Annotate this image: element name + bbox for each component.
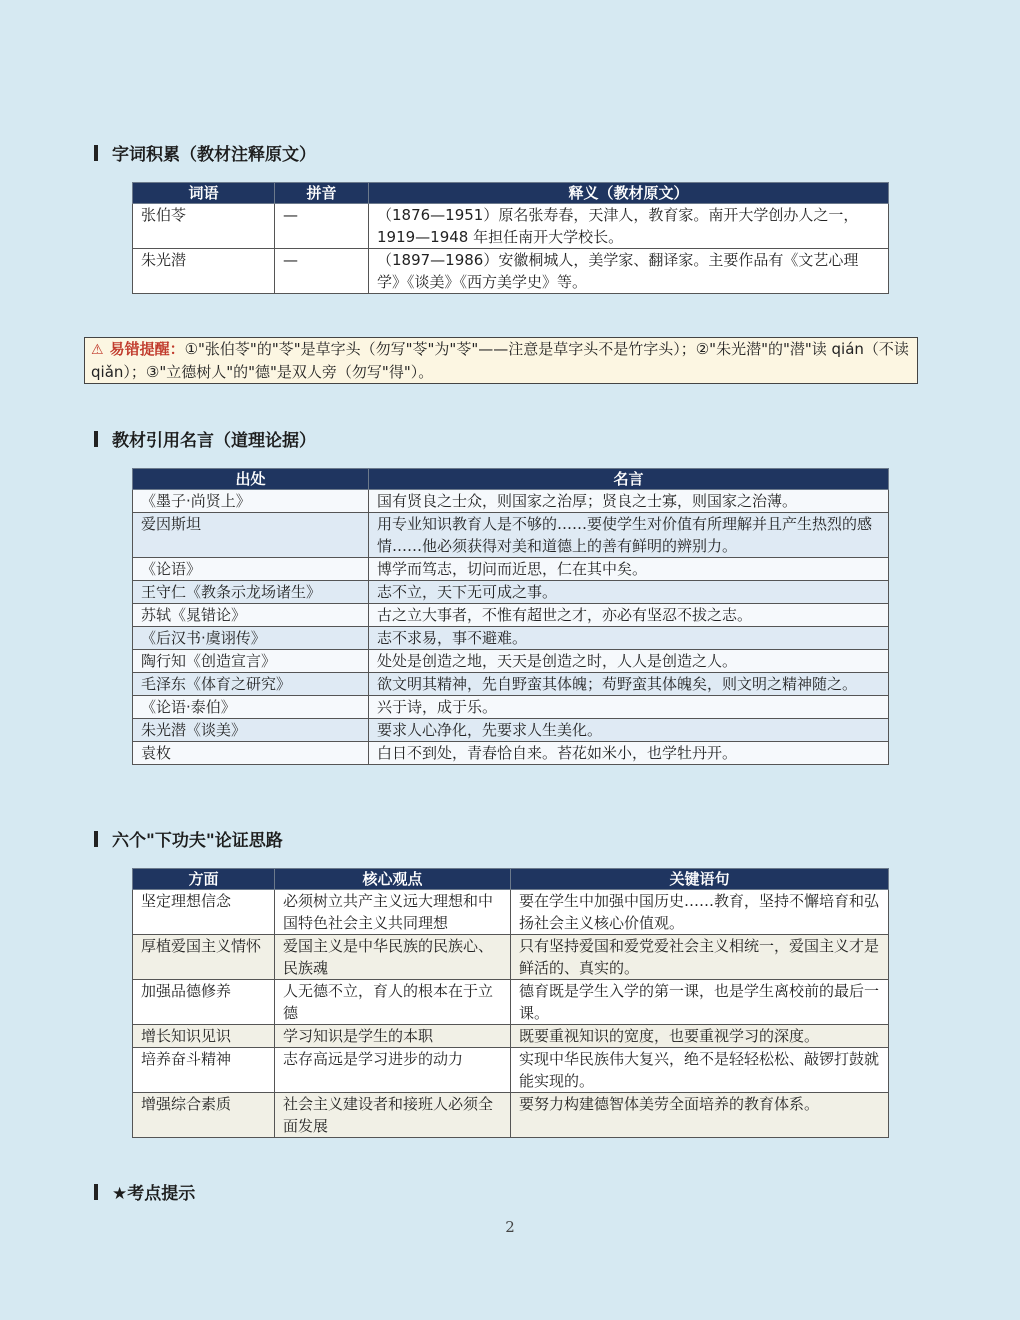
table-row (133, 627, 889, 650)
table-cell: 陶行知《创造宣言》 (133, 650, 369, 673)
table-cell: 培养奋斗精神 (133, 1048, 275, 1093)
table-cell: 要求人心净化，先要求人生美化。 (369, 719, 889, 742)
table-row (133, 935, 889, 980)
section-title: 六个"下功夫"论证思路 (112, 831, 283, 851)
table-row (133, 719, 889, 742)
heading-bar (94, 145, 98, 161)
table-cell: 增强综合素质 (133, 1093, 275, 1138)
section-heading-argument (94, 826, 283, 851)
warning-text: ①"张伯苓"的"苓"是草字头（勿写"苓"为"苓"——注意是草字头不是竹字头）；②"朱光潜"的"潜"读 qián（不读 qiǎn）；③"立德树人"的"德"是双人旁（勿写"得"）。 (91, 340, 909, 381)
error-warning-box (84, 337, 918, 384)
table-cell: 要努力构建德智体美劳全面培养的教育体系。 (511, 1093, 889, 1138)
table-cell: （1876—1951）原名张寿春，天津人，教育家。南开大学创办人之一，1919—1948 年担任南开大学校长。 (369, 204, 889, 249)
heading-bar (94, 431, 98, 447)
table-cell: 朱光潜《谈美》 (133, 719, 369, 742)
argument-table (132, 868, 889, 1138)
table-cell: 加强品德修养 (133, 980, 275, 1025)
table-cell: 厚植爱国主义情怀 (133, 935, 275, 980)
table-row (133, 581, 889, 604)
table-cell: 坚定理想信念 (133, 890, 275, 935)
table-cell: — (275, 249, 369, 294)
table-cell: 张伯苓 (133, 204, 275, 249)
column-header: 拼音 (275, 183, 369, 204)
table-row (133, 742, 889, 765)
table-cell: 苏轼《晁错论》 (133, 604, 369, 627)
table-cell: （1897—1986）安徽桐城人，美学家、翻译家。主要作品有《文艺心理学》《谈美》《西方美学史》等。 (369, 249, 889, 294)
table-cell: 必须树立共产主义远大理想和中国特色社会主义共同理想 (275, 890, 511, 935)
table-row (133, 1093, 889, 1138)
table-cell: 要在学生中加强中国历史……教育，坚持不懈培育和弘扬社会主义核心价值观。 (511, 890, 889, 935)
warning-label: 易错提醒： (109, 340, 185, 358)
table-row (133, 650, 889, 673)
column-header: 核心观点 (275, 869, 511, 890)
table-cell: 《墨子·尚贤上》 (133, 490, 369, 513)
table-cell: 博学而笃志，切问而近思，仁在其中矣。 (369, 558, 889, 581)
section-heading-exam-tips (94, 1179, 195, 1204)
table-row (133, 204, 889, 249)
table-row (133, 249, 889, 294)
table-cell: 志存高远是学习进步的动力 (275, 1048, 511, 1093)
quotes-table (132, 468, 889, 765)
table-cell: 处处是创造之地，天天是创造之时，人人是创造之人。 (369, 650, 889, 673)
table-cell: — (275, 204, 369, 249)
table-cell: 既要重视知识的宽度，也要重视学习的深度。 (511, 1025, 889, 1048)
vocabulary-table (132, 182, 889, 294)
table-cell: 国有贤良之士众，则国家之治厚；贤良之士寡，则国家之治薄。 (369, 490, 889, 513)
column-header: 出处 (133, 469, 369, 490)
table-row (133, 673, 889, 696)
table-cell: 古之立大事者，不惟有超世之才，亦必有坚忍不拔之志。 (369, 604, 889, 627)
table-cell: 用专业知识教育人是不够的……要使学生对价值有所理解并且产生热烈的感情……他必须获得对美和道德上的善有鲜明的辨别力。 (369, 513, 889, 558)
table-cell: 《论语》 (133, 558, 369, 581)
table-cell: 德育既是学生入学的第一课，也是学生离校前的最后一课。 (511, 980, 889, 1025)
table-cell: 《后汉书·虞诩传》 (133, 627, 369, 650)
table-cell: 爱国主义是中华民族的民族心、民族魂 (275, 935, 511, 980)
table-cell: 兴于诗，成于乐。 (369, 696, 889, 719)
table-cell: 志不求易，事不避难。 (369, 627, 889, 650)
table-row (133, 490, 889, 513)
warning-icon: ⚠ (91, 342, 104, 358)
table-row (133, 980, 889, 1025)
table-cell: 欲文明其精神，先自野蛮其体魄；苟野蛮其体魄矣，则文明之精神随之。 (369, 673, 889, 696)
page-number: 2 (505, 1218, 515, 1236)
table-cell: 王守仁《教条示龙场诸生》 (133, 581, 369, 604)
table-row (133, 890, 889, 935)
table-row (133, 1048, 889, 1093)
column-header: 关键语句 (511, 869, 889, 890)
column-header: 释义（教材原文） (369, 183, 889, 204)
table-cell: 学习知识是学生的本职 (275, 1025, 511, 1048)
table-cell: 只有坚持爱国和爱党爱社会主义相统一，爱国主义才是鲜活的、真实的。 (511, 935, 889, 980)
column-header: 词语 (133, 183, 275, 204)
table-cell: 毛泽东《体育之研究》 (133, 673, 369, 696)
section-title: ★考点提示 (112, 1184, 196, 1204)
column-header: 名言 (369, 469, 889, 490)
table-cell: 袁枚 (133, 742, 369, 765)
table-cell: 实现中华民族伟大复兴，绝不是轻轻松松、敲锣打鼓就能实现的。 (511, 1048, 889, 1093)
heading-bar (94, 831, 98, 847)
section-title: 教材引用名言（道理论据） (112, 431, 316, 451)
table-row (133, 604, 889, 627)
table-cell: 朱光潜 (133, 249, 275, 294)
table-row (133, 1025, 889, 1048)
table-cell: 人无德不立，育人的根本在于立德 (275, 980, 511, 1025)
table-cell: 《论语·泰伯》 (133, 696, 369, 719)
table-row (133, 696, 889, 719)
table-cell: 增长知识见识 (133, 1025, 275, 1048)
section-title: 字词积累（教材注释原文） (112, 145, 316, 165)
table-cell: 爱因斯坦 (133, 513, 369, 558)
table-row (133, 558, 889, 581)
section-heading-vocabulary (94, 140, 316, 165)
table-cell: 志不立，天下无可成之事。 (369, 581, 889, 604)
column-header: 方面 (133, 869, 275, 890)
table-cell: 白日不到处，青春恰自来。苔花如米小，也学牡丹开。 (369, 742, 889, 765)
table-row (133, 513, 889, 558)
table-cell: 社会主义建设者和接班人必须全面发展 (275, 1093, 511, 1138)
heading-bar (94, 1184, 98, 1200)
section-heading-quotes (94, 426, 316, 451)
